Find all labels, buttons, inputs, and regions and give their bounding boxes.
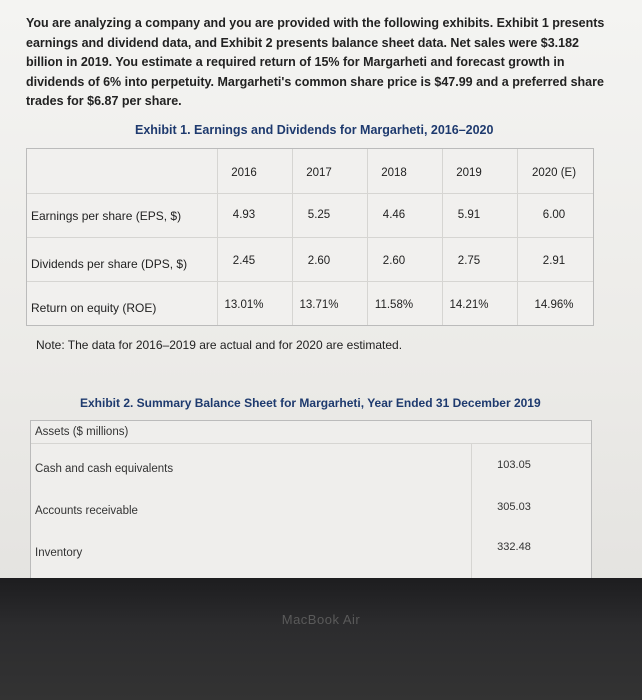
- table-cell: 4.93: [232, 209, 256, 221]
- table-cell: 4.46: [382, 209, 406, 221]
- row-label-dps: Dividends per share (DPS, $): [31, 257, 188, 271]
- table-cell: 2.60: [382, 255, 406, 267]
- exhibit1-table: [26, 148, 594, 326]
- column-header-2018: 2018: [381, 167, 407, 179]
- table-cell: 14.96%: [534, 299, 574, 311]
- row-label-eps: Earnings per share (EPS, $): [31, 209, 182, 223]
- exhibit1-note: Note: The data for 2016–2019 are actual and for 2020 are estimated.: [36, 338, 403, 352]
- column-header-2017: 2017: [306, 167, 332, 179]
- table-cell: 5.91: [457, 209, 481, 221]
- table-cell: 2.60: [307, 255, 331, 267]
- exhibit2-title: Exhibit 2. Summary Balance Sheet for Margarheti, Year Ended 31 December 2019: [80, 396, 541, 410]
- assets-header: Assets ($ millions): [35, 426, 129, 438]
- row-label-receivables: Accounts receivable: [35, 505, 138, 517]
- row-label-roe: Return on equity (ROE): [31, 301, 157, 315]
- table-cell: 13.01%: [224, 299, 264, 311]
- row-label-cash: Cash and cash equivalents: [35, 463, 174, 475]
- table-cell: 2.75: [457, 255, 481, 267]
- exhibit1-title: Exhibit 1. Earnings and Dividends for Margarheti, 2016–2020: [135, 123, 494, 137]
- table-cell: 14.21%: [449, 299, 489, 311]
- table-cell: 13.71%: [299, 299, 339, 311]
- laptop-brand-label: MacBook Air: [281, 612, 361, 627]
- table-cell: 5.25: [307, 209, 331, 221]
- column-header-2019: 2019: [456, 167, 482, 179]
- table-cell: 11.58%: [374, 299, 414, 311]
- exhibit2-table: [30, 420, 592, 591]
- problem-statement: You are analyzing a company and you are provided with the following exhibits. Exhibit 1 presents earnings and dividend data, and Exhibit 2 presents balance sheet data. Net sales were $3.182 billion in 2019. You estimate a required return of 15% for Margarheti and forecast growth in dividends of 6% into perpetuity. Margarheti's common share price is $47.99 and a preferred share trades for $6.87 per share.: [26, 16, 605, 108]
- column-header-2020e: 2020 (E): [531, 167, 577, 179]
- row-label-inventory: Inventory: [35, 547, 83, 559]
- column-header-2016: 2016: [231, 167, 257, 179]
- table-cell: 305.03: [497, 501, 531, 513]
- table-cell: 2.45: [232, 255, 256, 267]
- table-cell: 103.05: [497, 459, 531, 471]
- table-cell: 332.48: [497, 541, 531, 553]
- laptop-bezel: [0, 578, 642, 700]
- table-cell: 6.00: [542, 209, 566, 221]
- table-cell: 2.91: [542, 255, 566, 267]
